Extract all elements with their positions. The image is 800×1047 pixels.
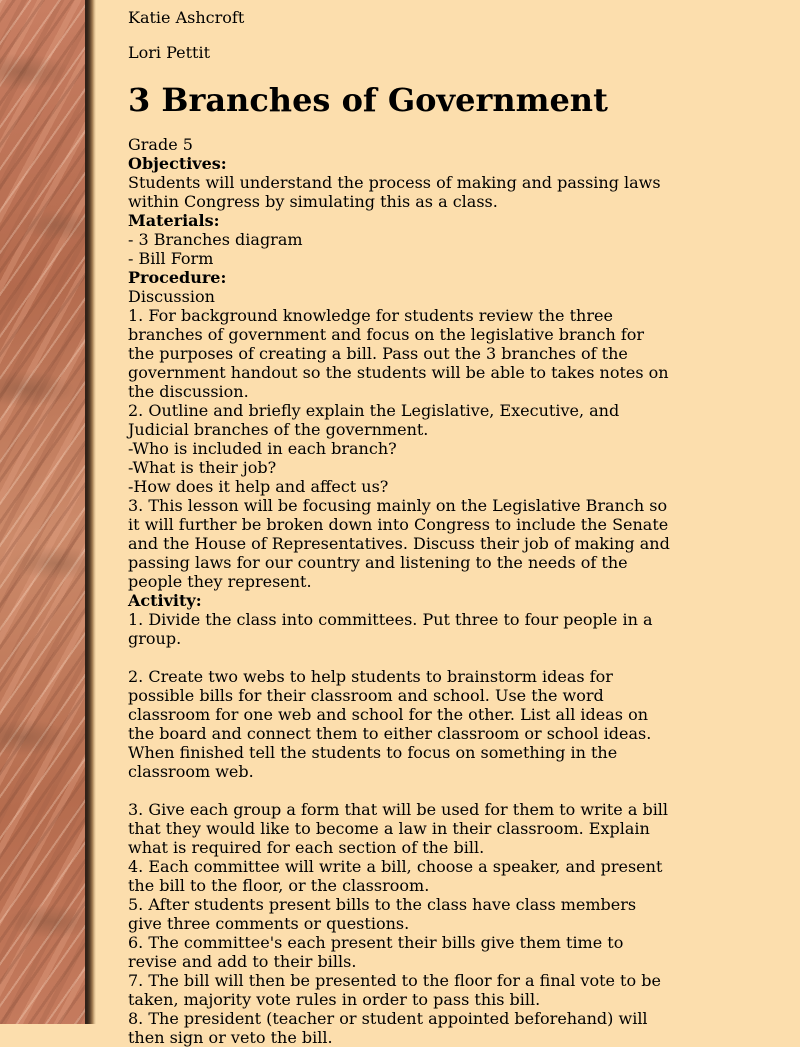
lesson-line: 3. This lesson will be focusing mainly on the Legislative Branch so it will further be broken down into Congress to include the Senate and the House of Representatives. Discuss their job of making and passing laws for our country and listening to the needs of the people they represent.: [128, 496, 670, 591]
sidebar-shadow: [85, 0, 96, 1024]
lesson-line: 2. Outline and briefly explain the Legislative, Executive, and Judicial branches of the government.: [128, 401, 620, 439]
lesson-line: 5. After students present bills to the class have class members give three comments or questions.: [128, 895, 637, 933]
lesson-line: 8. The president (teacher or student appointed beforehand) will then sign or veto the bill.: [128, 1009, 648, 1047]
lesson-line: Students will understand the process of making and passing laws within Congress by simulating this as a class.: [128, 173, 661, 211]
lesson-line: 2. Create two webs to help students to brainstorm ideas for possible bills for their classroom and school. Use the word classroom for one web and school for the other. List all ideas on the board and connect them to either classroom or school ideas. When finished tell the students to focus on something in the classroom web.: [128, 667, 652, 781]
lesson-line: -How does it help and affect us?: [128, 477, 389, 496]
lesson-label-materials: Materials:: [128, 211, 220, 230]
lesson-line: 6. The committee's each present their bills give them time to revise and add to their bills.: [128, 933, 624, 971]
lesson-body: [128, 135, 674, 1047]
lesson-line-grade: Grade 5: [128, 135, 193, 154]
lesson-line: -Who is included in each branch?: [128, 439, 397, 458]
blank-line: [128, 781, 674, 800]
author-name: Katie Ashcroft: [128, 8, 245, 27]
lesson-line: -What is their job?: [128, 458, 277, 477]
lesson-label-objectives: Objectives:: [128, 154, 227, 173]
lesson-line: 3. Give each group a form that will be used for them to write a bill that they would like to become a law in their classroom. Explain what is required for each section of the bill.: [128, 800, 669, 857]
lesson-line: Discussion: [128, 287, 215, 306]
lesson-label-activity: Activity:: [128, 591, 202, 610]
lesson-line: 1. For background knowledge for students review the three branches of government and focus on the legislative branch for the purposes of creating a bill. Pass out the 3 branches of the government handout so the students will be able to takes notes on the discussion.: [128, 306, 669, 401]
lesson-line: - 3 Branches diagram: [128, 230, 303, 249]
blank-line: [128, 648, 674, 667]
sidebar-texture: [0, 0, 85, 1024]
lesson-line: 7. The bill will then be presented to the floor for a final vote to be taken, majority vote rules in order to pass this bill.: [128, 971, 661, 1009]
lesson-line: 4. Each committee will write a bill, choose a speaker, and present the bill to the floor, or the classroom.: [128, 857, 663, 895]
lesson-plan-content: [128, 0, 674, 1047]
author-name: Lori Pettit: [128, 43, 211, 62]
page-title: 3 Branches of Government: [128, 81, 608, 119]
lesson-line: - Bill Form: [128, 249, 214, 268]
lesson-line: 1. Divide the class into committees. Put three to four people in a group.: [128, 610, 653, 648]
lesson-label-procedure: Procedure:: [128, 268, 227, 287]
